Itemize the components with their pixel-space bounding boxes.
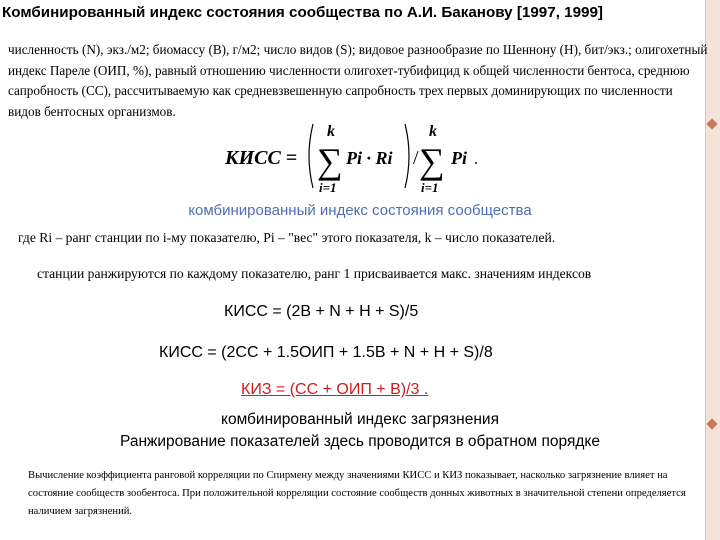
ranking-order-note: Ранжирование показателей здесь проводится в обратном порядке [120,433,600,450]
kiss-caption: комбинированный индекс состояния сообщества [188,202,532,219]
where-definitions: где Ri – ранг станции по i-му показателю, Pi – "вес" этого показателя, k – число показателей. [18,230,556,245]
sum2-sign: ∑ [419,141,445,181]
formula-end: . [474,151,478,168]
sum2-lower-limit: i=1 [421,180,439,195]
kiss-formula-short: КИСС = (2B + N + H + S)/5 [224,303,419,320]
left-paren [309,124,313,188]
slide-title: Комбинированный индекс состояния сообщества по А.И. Баканову [1997, 1999] [2,4,603,21]
sum2-upper-limit: k [429,123,437,140]
right-paren [405,124,409,188]
formula-lhs: КИСС = [225,147,298,169]
sum1-term: Pi · Ri [346,148,393,168]
kiz-caption: комбинированный индекс загрязнения [221,411,499,428]
sum2-term: Pi [451,148,467,168]
sum1-lower-limit: i=1 [319,180,337,195]
formula-divider: / [413,147,419,169]
spearman-note: Вычисление коэффициента ранговой корреляции по Спирмену между значениями КИСС и КИЗ показывает, насколько загрязнение влияет на состояние сообществ зообентоса. При положительной корреляции состояние сообществ донных животных в значительной степени определяется наличием загрязнений. [28,470,686,517]
kiss-formula [225,118,525,196]
kiss-formula-graphic [225,118,525,196]
kiss-formula-full: КИСС = (2СС + 1.5ОИП + 1.5B + N + H + S)/8 [159,344,493,361]
sum1-upper-limit: k [327,123,335,140]
intro-paragraph: численность (N), экз./м2; биомассу (B), г/м2; число видов (S); видовое разнообразие по Шеннону (H), бит/экз.; олигохетный индекс Пареле (ОИП, %), равный отношению численности олигохет-тубифицид к общей численности бентоса, среднюю сапробность (СС), рассчитываемую как средневзвешенную сапробность трех первых доминирующих по численности видов бентосных организмов. [8,42,708,119]
ranking-rule: станции ранжируются по каждому показателю, ранг 1 присваивается макс. значениям индексов [37,266,592,281]
kiz-formula: КИЗ = (СС + ОИП + B)/3 . [241,381,429,398]
sum1-sign: ∑ [317,141,343,181]
frame-diamond-icon [706,118,717,129]
